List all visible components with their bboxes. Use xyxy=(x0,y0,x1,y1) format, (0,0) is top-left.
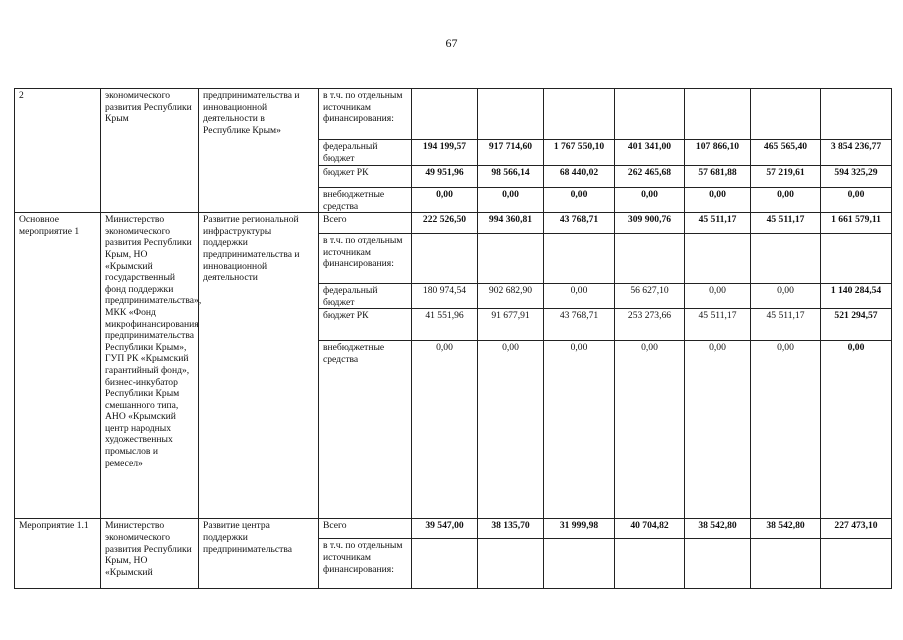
year-value-cell: 902 682,90 xyxy=(478,284,544,309)
row-code-cell: Мероприятие 1.1 xyxy=(15,519,101,589)
year-value-cell: 31 999,98 xyxy=(544,519,615,539)
year-value-cell: 0,00 xyxy=(544,188,615,213)
total-value-cell xyxy=(821,234,892,284)
year-value-cell: 43 768,71 xyxy=(544,309,615,341)
year-value-cell xyxy=(685,539,751,589)
total-value-cell xyxy=(821,89,892,140)
year-value-cell: 401 341,00 xyxy=(615,140,685,166)
year-value-cell: 0,00 xyxy=(751,284,821,309)
year-value-cell: 222 526,50 xyxy=(412,213,478,234)
financing-table xyxy=(14,88,892,589)
year-value-cell xyxy=(412,89,478,140)
funding-source-label: бюджет РК xyxy=(319,166,412,188)
year-value-cell: 98 566,14 xyxy=(478,166,544,188)
total-value-cell: 0,00 xyxy=(821,188,892,213)
year-value-cell: 994 360,81 xyxy=(478,213,544,234)
year-value-cell xyxy=(544,539,615,589)
funding-source-label: бюджет РК xyxy=(319,309,412,341)
year-value-cell xyxy=(412,539,478,589)
year-value-cell xyxy=(751,89,821,140)
funding-source-label: федеральный бюджет xyxy=(319,284,412,309)
year-value-cell: 45 511,17 xyxy=(685,213,751,234)
year-value-cell xyxy=(478,234,544,284)
table-body xyxy=(15,89,892,589)
year-value-cell: 0,00 xyxy=(412,188,478,213)
total-value-cell: 594 325,29 xyxy=(821,166,892,188)
year-value-cell: 194 199,57 xyxy=(412,140,478,166)
funding-source-label: в т.ч. по отдельным источникам финансирования: xyxy=(319,539,412,589)
year-value-cell: 49 951,96 xyxy=(412,166,478,188)
executor-cell: Министерство экономического развития Республики Крым, НО «Крымский государственный фонд поддержки предпринимательства», МКК «Фонд микрофинансирования предпринимательства Республики Крым», ГУП РК «Крымский гарантийный фонд», бизнес-инкубатор Республики Крым смешанного типа, АНО «Крымский центр народных художественных промыслов и ремесел» xyxy=(101,213,199,519)
row-code-cell: Основное мероприятие 1 xyxy=(15,213,101,519)
year-value-cell: 180 974,54 xyxy=(412,284,478,309)
year-value-cell: 38 542,80 xyxy=(685,519,751,539)
executor-cell: Министерство экономического развития Республики Крым, НО «Крымский xyxy=(101,519,199,589)
year-value-cell: 43 768,71 xyxy=(544,213,615,234)
year-value-cell: 1 767 550,10 xyxy=(544,140,615,166)
executor-cell: экономического развития Республики Крым xyxy=(101,89,199,213)
year-value-cell: 57 219,61 xyxy=(751,166,821,188)
funding-source-label: внебюджетные средства xyxy=(319,188,412,213)
year-value-cell: 0,00 xyxy=(685,284,751,309)
year-value-cell: 57 681,88 xyxy=(685,166,751,188)
year-value-cell: 917 714,60 xyxy=(478,140,544,166)
year-value-cell: 38 542,80 xyxy=(751,519,821,539)
year-value-cell: 262 465,68 xyxy=(615,166,685,188)
measure-name-cell: предпринимательства и инновационной деятельности в Республике Крым» xyxy=(199,89,319,213)
year-value-cell xyxy=(751,539,821,589)
total-value-cell: 0,00 xyxy=(821,341,892,519)
year-value-cell: 45 511,17 xyxy=(751,213,821,234)
year-value-cell: 309 900,76 xyxy=(615,213,685,234)
total-value-cell xyxy=(821,539,892,589)
year-value-cell: 0,00 xyxy=(478,188,544,213)
year-value-cell: 0,00 xyxy=(751,188,821,213)
funding-source-label: внебюджетные средства xyxy=(319,341,412,519)
year-value-cell: 45 511,17 xyxy=(685,309,751,341)
year-value-cell: 0,00 xyxy=(478,341,544,519)
table-row xyxy=(15,519,892,539)
year-value-cell: 465 565,40 xyxy=(751,140,821,166)
year-value-cell xyxy=(544,89,615,140)
year-value-cell: 0,00 xyxy=(412,341,478,519)
funding-source-label: в т.ч. по отдельным источникам финансирования: xyxy=(319,234,412,284)
page-number: 67 xyxy=(445,36,458,50)
year-value-cell xyxy=(615,539,685,589)
year-value-cell: 0,00 xyxy=(685,341,751,519)
year-value-cell: 253 273,66 xyxy=(615,309,685,341)
funding-source-label: Всего xyxy=(319,519,412,539)
measure-name-cell: Развитие центра поддержки предпринимательства xyxy=(199,519,319,589)
year-value-cell xyxy=(751,234,821,284)
year-value-cell: 68 440,02 xyxy=(544,166,615,188)
year-value-cell xyxy=(685,89,751,140)
total-value-cell: 227 473,10 xyxy=(821,519,892,539)
funding-source-label: в т.ч. по отдельным источникам финансирования: xyxy=(319,89,412,140)
total-value-cell: 1 661 579,11 xyxy=(821,213,892,234)
total-value-cell: 3 854 236,77 xyxy=(821,140,892,166)
funding-source-label: федеральный бюджет xyxy=(319,140,412,166)
year-value-cell: 45 511,17 xyxy=(751,309,821,341)
year-value-cell xyxy=(478,89,544,140)
year-value-cell xyxy=(615,234,685,284)
year-value-cell xyxy=(544,234,615,284)
year-value-cell: 0,00 xyxy=(544,341,615,519)
year-value-cell: 56 627,10 xyxy=(615,284,685,309)
year-value-cell xyxy=(615,89,685,140)
year-value-cell: 0,00 xyxy=(615,188,685,213)
year-value-cell xyxy=(478,539,544,589)
table-row xyxy=(15,213,892,234)
year-value-cell: 40 704,82 xyxy=(615,519,685,539)
year-value-cell xyxy=(412,234,478,284)
table-row xyxy=(15,89,892,140)
year-value-cell: 0,00 xyxy=(751,341,821,519)
year-value-cell: 91 677,91 xyxy=(478,309,544,341)
total-value-cell: 1 140 284,54 xyxy=(821,284,892,309)
year-value-cell: 39 547,00 xyxy=(412,519,478,539)
year-value-cell: 38 135,70 xyxy=(478,519,544,539)
year-value-cell: 41 551,96 xyxy=(412,309,478,341)
measure-name-cell: Развитие региональной инфраструктуры поддержки предпринимательства и инновационной деятельности xyxy=(199,213,319,519)
year-value-cell: 107 866,10 xyxy=(685,140,751,166)
total-value-cell: 521 294,57 xyxy=(821,309,892,341)
row-code-cell: 2 xyxy=(15,89,101,213)
funding-source-label: Всего xyxy=(319,213,412,234)
year-value-cell: 0,00 xyxy=(685,188,751,213)
year-value-cell xyxy=(685,234,751,284)
year-value-cell: 0,00 xyxy=(615,341,685,519)
year-value-cell: 0,00 xyxy=(544,284,615,309)
